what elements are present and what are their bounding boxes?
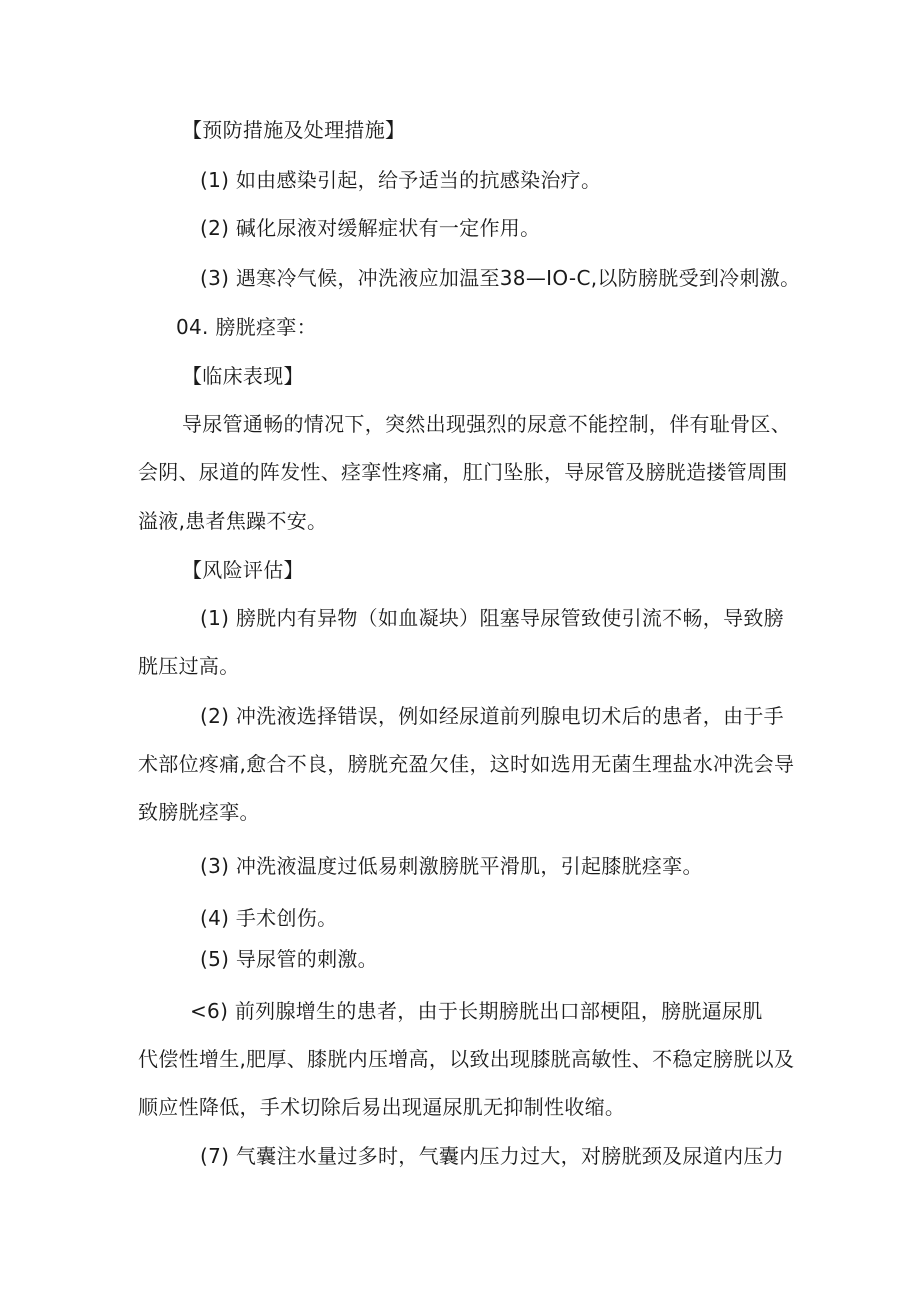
text-line: 术部位疼痛,愈合不良，膀胱充盈欠佳，这时如选用无菌生理盐水冲洗会导 (138, 752, 795, 776)
text-line: (5) 导尿管的刺激。 (200, 947, 378, 971)
text-line: (3) 遇寒冷气候，冲洗液应加温至38—IO-C,以防膀胱受到冷刺激。 (200, 266, 801, 290)
text-line: 溢液,患者焦躁不安。 (138, 509, 328, 533)
section-title-bladder-spasm: 04. 膀胱痉挛： (176, 315, 317, 339)
text-line: 导尿管通畅的情况下，突然出现强烈的尿意不能控制，伴有耻骨区、 (182, 412, 791, 436)
text-line: (1) 如由感染引起，给予适当的抗感染治疗。 (200, 168, 602, 192)
text-line: 致膀胱痉挛。 (138, 800, 260, 824)
section-heading-risk: 【风险评估】 (182, 558, 304, 582)
text-line: <6) 前列腺增生的患者，由于长期膀胱出口部梗阻，膀胱逼尿肌 (190, 999, 763, 1023)
text-line: 会阴、尿道的阵发性、痉挛性疼痛，肛门坠胀，导尿管及膀胱造搂管周围 (138, 460, 788, 484)
section-heading-prevention: 【预防措施及处理措施】 (182, 118, 406, 142)
text-line: 代偿性增生,肥厚、膝胱内压增高，以致出现膝胱高敏性、不稳定膀胱以及 (138, 1047, 795, 1071)
text-line: (3) 冲洗液温度过低易刺激膀胱平滑肌，引起膝胱痉挛。 (200, 854, 703, 878)
text-line: (2) 碱化尿液对缓解症状有一定作用。 (200, 216, 541, 240)
text-line: (2) 冲洗液选择错误，例如经尿道前列腺电切术后的患者，由于手 (200, 704, 784, 728)
text-line: (7) 气囊注水量过多时，气囊内压力过大，对膀胱颈及尿道内压力 (200, 1144, 784, 1168)
text-line: 胱压过高。 (138, 654, 240, 678)
text-line: 顺应性降低，手术切除后易出现逼尿肌无抑制性收缩。 (138, 1095, 626, 1119)
text-line: (4) 手术创伤。 (200, 906, 338, 930)
text-line: (1) 膀胱内有异物（如血凝块）阻塞导尿管致使引流不畅，导致膀 (200, 606, 784, 630)
section-heading-clinical: 【临床表现】 (182, 364, 304, 388)
